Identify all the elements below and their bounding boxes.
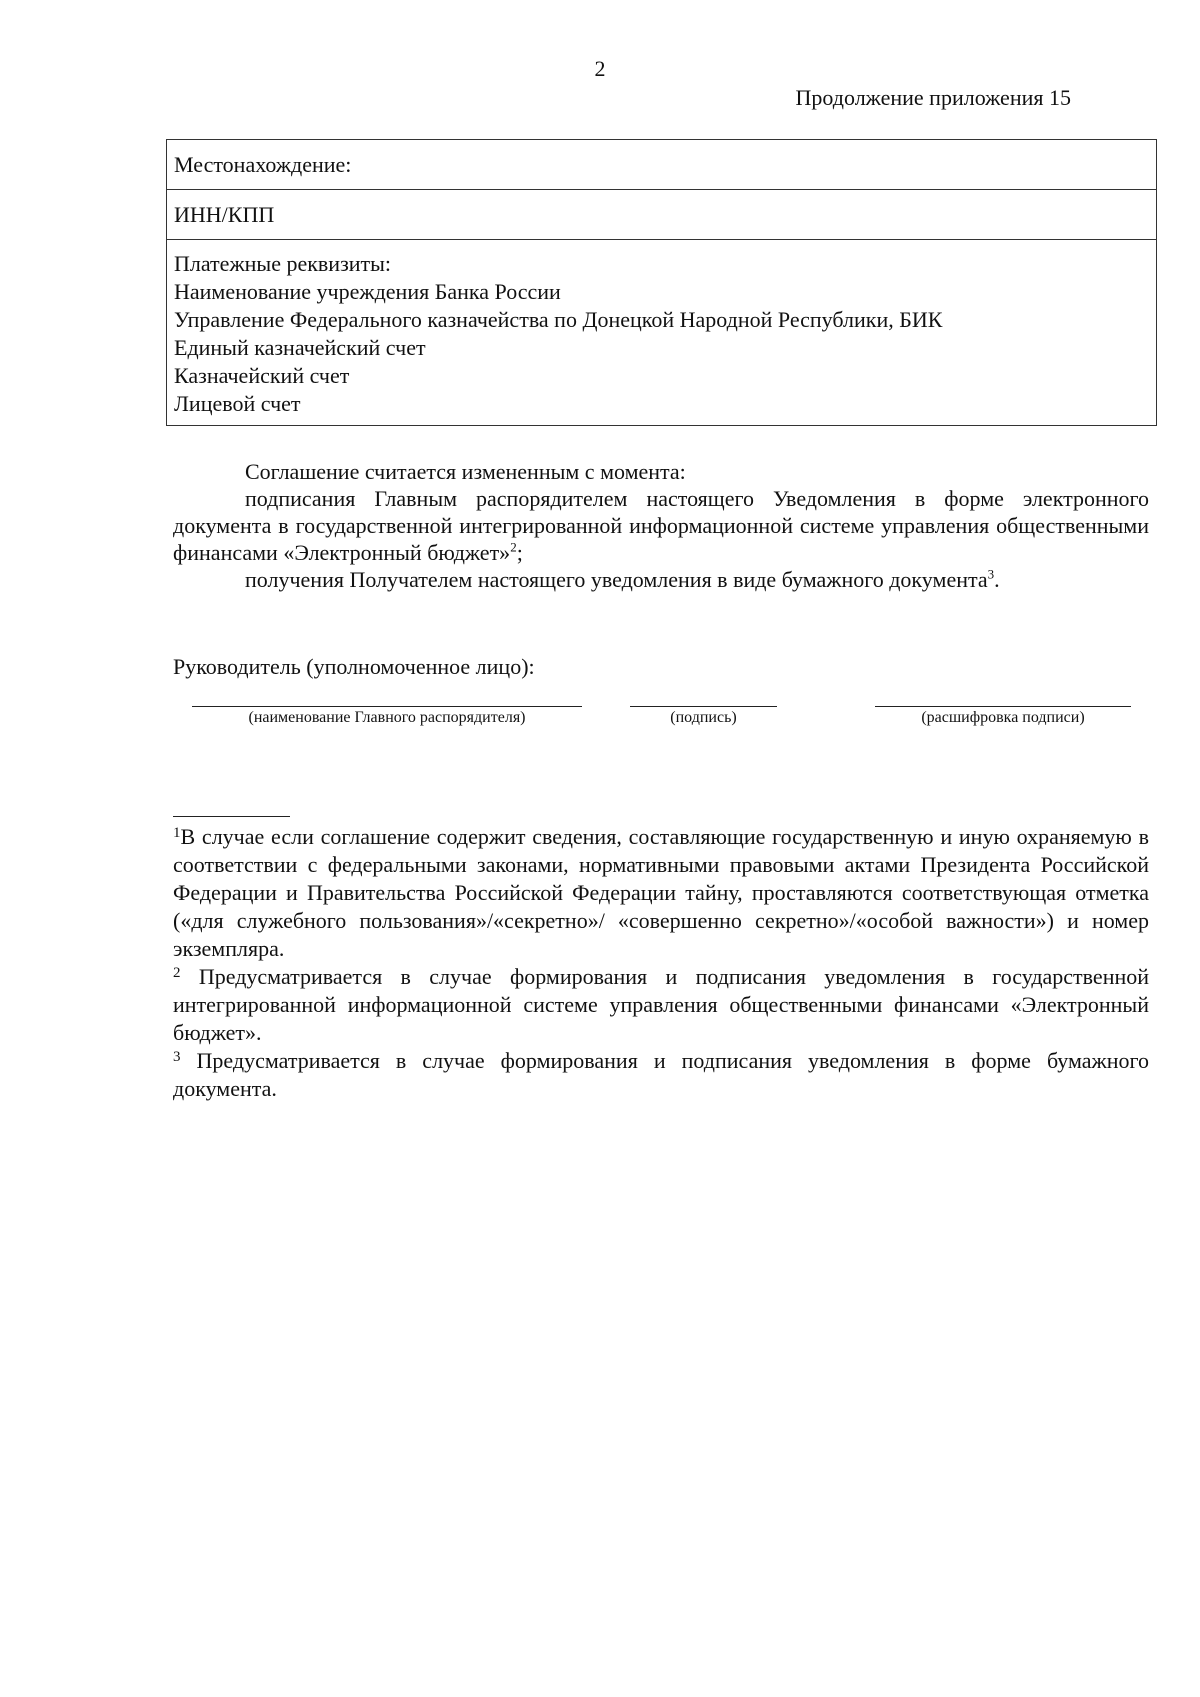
agreement-intro: Соглашение считается измененным с момента:	[245, 459, 686, 484]
payment-details-row	[167, 240, 1156, 425]
treasury-account-line: Казначейский счет	[174, 363, 350, 388]
inn-kpp-label: ИНН/КПП	[174, 202, 275, 227]
appendix-note: Продолжение приложения 15	[795, 85, 1071, 110]
bank-institution-line: Наименование учреждения Банка России	[174, 279, 561, 304]
footnote-separator	[173, 816, 290, 817]
single-treasury-account-line: Единый казначейский счет	[174, 335, 426, 360]
footnote-2	[173, 963, 1149, 1047]
signature-decoding-caption: (расшифровка подписи)	[921, 709, 1085, 726]
footnote-ref-2: 2	[510, 539, 517, 555]
agreement-text	[173, 458, 1149, 593]
footnote-ref-3: 3	[987, 566, 995, 582]
footnote-marker-3: 3	[173, 1049, 181, 1065]
inn-kpp-row	[167, 190, 1156, 240]
signature-name-field	[192, 706, 582, 727]
location-row	[167, 140, 1156, 190]
signature-name-caption: (наименование Главного распорядителя)	[248, 709, 526, 726]
signature-sign-field	[630, 706, 777, 727]
footnote-text-1: В случае если соглашение содержит сведения, составляющие государственную и иную охраняемую в соответствии с федеральными законами, нормативными правовыми актами Президента Российской Федерации и Правительства Российской Федерации тайну, проставляются соответствующая отметка («для служебного пользования»/«секретно»/ «совершенно секретно»/«особой важности») и номер экземпляра.	[173, 824, 1149, 961]
location-label: Местонахождение:	[174, 152, 352, 177]
personal-account-line: Лицевой счет	[174, 391, 301, 416]
treasury-bik-line: Управление Федерального казначейства по Донецкой Народной Республики, БИК	[174, 307, 943, 332]
point1-end: ;	[516, 540, 523, 565]
payment-details-heading: Платежные реквизиты:	[174, 251, 392, 276]
footnote-3	[173, 1047, 1149, 1103]
footnote-marker-2: 2	[173, 965, 181, 981]
point2-end: .	[994, 567, 1000, 592]
point1-text: подписания Главным распорядителем настоящего Уведомления в форме электронного документа в государственной интегрированной информационной системе управления общественными финансами «Электронный бюджет»	[173, 486, 1149, 565]
footnote-1	[173, 823, 1149, 963]
point2-text: получения Получателем настоящего уведомления в виде бумажного документа	[245, 567, 988, 592]
details-table	[166, 139, 1157, 426]
signature-sign-caption: (подпись)	[670, 709, 737, 726]
footnote-marker-1: 1	[173, 825, 181, 841]
agreement-point-paper	[173, 566, 1149, 593]
footnote-text-2: Предусматривается в случае формирования и подписания уведомления в государственной интегрированной информационной системе управления общественными финансами «Электронный бюджет».	[173, 964, 1150, 1045]
signer-label: Руководитель (уполномоченное лицо):	[173, 654, 535, 679]
agreement-point-electronic	[173, 485, 1149, 566]
footnote-text-3: Предусматривается в случае формирования и подписания уведомления в форме бумажного документа.	[173, 1048, 1149, 1101]
signature-decoding-field	[875, 706, 1131, 727]
page-number: 2	[594, 56, 606, 81]
footnotes	[173, 823, 1149, 1103]
